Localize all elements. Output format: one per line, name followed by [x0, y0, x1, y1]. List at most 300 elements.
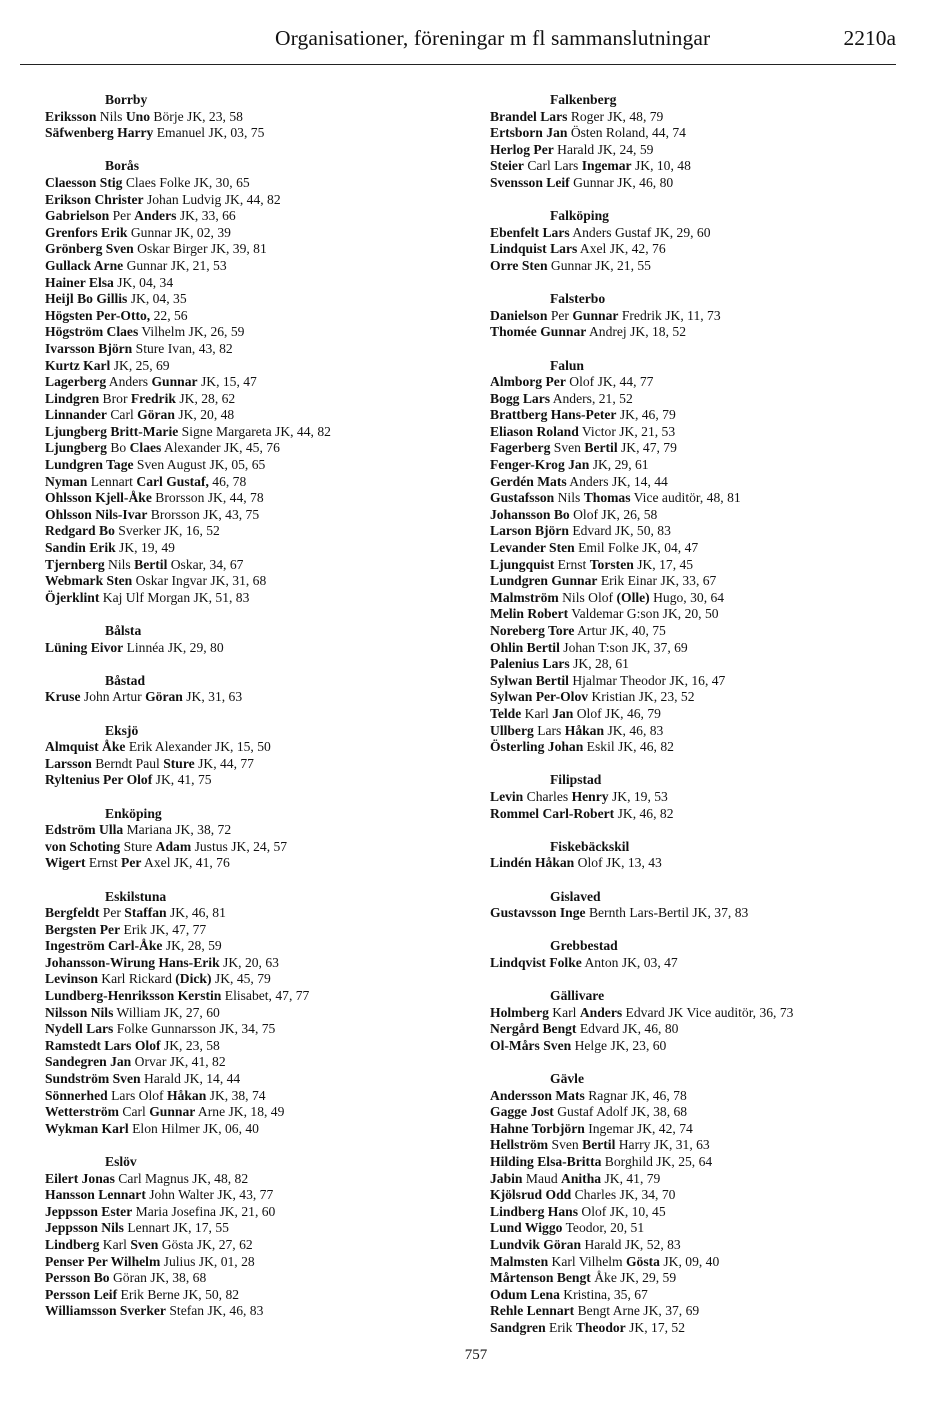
entry-bold-part: Lindqvist Folke — [490, 954, 582, 970]
entry-regular-part: Teodor, 20, 51 — [562, 1220, 645, 1236]
entry-regular-part: Sture — [120, 838, 156, 854]
entry-regular-part: Karl Vilhelm — [548, 1253, 626, 1269]
entry-bold-part: Almquist Åke — [45, 739, 126, 755]
entry-regular-part: Eskil JK, 46, 82 — [583, 739, 674, 755]
entry-regular-part: Elisabet, 47, 77 — [221, 988, 310, 1004]
entry-bold-part: Andersson Mats — [490, 1087, 585, 1103]
entry-bold-part: Sandin Erik — [45, 540, 116, 556]
entry-bold-part: Hellström — [490, 1137, 549, 1153]
entry-regular-part: JK, 19, 53 — [608, 788, 668, 804]
entry-regular-part: Harald JK, 52, 83 — [581, 1236, 681, 1252]
member-entry — [490, 374, 930, 391]
entry-bold-part: Anders — [134, 208, 177, 224]
member-entry — [490, 523, 930, 540]
entry-bold-part: Theodor — [575, 1319, 626, 1335]
entry-regular-part: Lennart — [87, 473, 137, 489]
entry-bold-part: Jeppsson Ester — [45, 1203, 133, 1219]
entry-regular-part: Per — [109, 208, 135, 224]
entry-bold-part: Nyman — [45, 473, 88, 489]
entry-bold-part: Henry — [571, 788, 609, 804]
entry-regular-part: Folke Gunnarsson JK, 34, 75 — [113, 1021, 276, 1037]
place-heading: Falun — [550, 357, 584, 373]
entry-regular-part: Gunnar JK, 46, 80 — [569, 174, 674, 190]
entry-regular-part: JK, 31, 63 — [182, 689, 243, 705]
entry-regular-part: Stefan JK, 46, 83 — [165, 1303, 264, 1319]
entry-regular-part: JK, 23, 58 — [160, 1037, 220, 1053]
entry-bold-part: Fagerberg — [490, 440, 551, 456]
entry-regular-part: Berndt Paul — [91, 755, 164, 771]
member-entry — [45, 1121, 445, 1138]
entry-bold-part: Grenfors Erik — [45, 224, 128, 240]
entry-bold-part: Sandgren — [490, 1319, 546, 1335]
entry-regular-part: Karl Rickard — [97, 971, 176, 987]
entry-bold-part: Nilsson Nils — [45, 1004, 114, 1020]
member-entry — [490, 158, 930, 175]
entry-bold-part: Lindberg Hans — [490, 1203, 579, 1219]
entry-bold-part: (Olle) — [616, 589, 650, 605]
entry-bold-part: Sundström Sven — [45, 1071, 141, 1087]
page-title: Organisationer, föreningar m fl sammanslutningar — [275, 26, 711, 50]
entry-bold-part: Sylwan Per-Olov — [490, 689, 589, 705]
member-entry — [45, 1204, 445, 1221]
section-gap — [490, 275, 930, 292]
entry-regular-part: JK, 10, 48 — [631, 158, 691, 174]
section-gap — [45, 789, 445, 806]
entry-regular-part: Olof JK, 26, 58 — [569, 506, 658, 522]
entry-regular-part: Göran JK, 38, 68 — [109, 1270, 207, 1286]
member-entry — [490, 1088, 930, 1105]
entry-regular-part: Axel JK, 41, 76 — [141, 855, 230, 871]
entry-regular-part: JK, 17, 45 — [633, 556, 694, 572]
entry-bold-part: Lundberg-Henriksson Kerstin — [45, 988, 222, 1004]
entry-regular-part: Claes Folke JK, 30, 65 — [122, 174, 250, 190]
entry-regular-part: JK, 41, 75 — [152, 772, 212, 788]
entry-bold-part: Staffan — [124, 905, 167, 921]
place-heading: Falsterbo — [550, 291, 606, 307]
entry-regular-part: Julius JK, 01, 28 — [160, 1253, 255, 1269]
entry-bold-part: Gunnar — [572, 307, 619, 323]
entry-regular-part: Olof JK, 44, 77 — [565, 374, 654, 390]
member-entry — [45, 1270, 445, 1287]
entry-bold-part: Öjerklint — [45, 589, 100, 605]
member-entry — [490, 689, 930, 706]
entry-regular-part: JK, 28, 59 — [162, 938, 222, 954]
entry-regular-part: Karl — [548, 1004, 580, 1020]
entry-bold-part: Lüning Eivor — [45, 639, 124, 655]
member-entry — [490, 490, 930, 507]
entry-bold-part: Linnander — [45, 407, 107, 423]
entry-bold-part: Bogg Lars — [490, 390, 551, 406]
entry-regular-part: JK, 17, 52 — [625, 1319, 686, 1335]
entry-regular-part: Karl — [521, 705, 553, 721]
entry-regular-part: Ernst — [554, 556, 590, 572]
entry-bold-part: Penser Per Wilhelm — [45, 1253, 161, 1269]
member-entry — [490, 623, 930, 640]
entry-regular-part: Östen Roland, 44, 74 — [567, 125, 686, 141]
member-entry — [490, 1270, 930, 1287]
member-entry — [45, 1187, 445, 1204]
entry-regular-part: Vice auditör, 48, 81 — [630, 490, 741, 506]
entry-bold-part: Adam — [155, 838, 192, 854]
place-heading: Borås — [105, 158, 139, 174]
entry-bold-part: Hansson Lennart — [45, 1187, 146, 1203]
member-entry — [490, 474, 930, 491]
entry-bold-part: Melin Robert — [490, 606, 569, 622]
section-gap — [490, 971, 930, 988]
entry-bold-part: Sandegren Jan — [45, 1054, 132, 1070]
left-column — [45, 92, 445, 1320]
entry-regular-part: Signe Margareta JK, 44, 82 — [178, 423, 331, 439]
entry-regular-part: Linnéa JK, 29, 80 — [123, 639, 224, 655]
entry-bold-part: Sylwan Bertil — [490, 672, 569, 688]
entry-regular-part: Kristian JK, 23, 52 — [588, 689, 695, 705]
entry-regular-part: Åke JK, 29, 59 — [590, 1270, 677, 1286]
entry-bold-part: Williamsson Sverker — [45, 1303, 166, 1319]
entry-bold-part: Ullberg — [490, 722, 534, 738]
entry-bold-part: Jeppsson Nils — [45, 1220, 124, 1236]
entry-bold-part: Brattberg Hans-Peter — [490, 407, 617, 423]
member-entry — [490, 1005, 930, 1022]
entry-regular-part: JK, 25, 69 — [110, 357, 170, 373]
member-entry — [45, 258, 445, 275]
entry-bold-part: Ol-Mårs Sven — [490, 1037, 572, 1053]
member-entry — [490, 789, 930, 806]
entry-regular-part: Emanuel JK, 03, 75 — [153, 125, 265, 141]
entry-regular-part: Kristina, 35, 67 — [559, 1286, 648, 1302]
entry-bold-part: Malmström — [490, 589, 559, 605]
entry-regular-part: Justus JK, 24, 57 — [191, 838, 288, 854]
entry-regular-part: Carl — [118, 1104, 150, 1120]
entry-regular-part: Hugo, 30, 64 — [649, 589, 725, 605]
entry-regular-part: Per — [99, 905, 125, 921]
entry-bold-part: Carl Gustaf, — [136, 473, 209, 489]
entry-regular-part: JK, 28, 62 — [175, 390, 236, 406]
entry-regular-part: Olof JK, 10, 45 — [578, 1203, 666, 1219]
member-entry — [490, 1220, 930, 1237]
entry-bold-part: Persson Bo — [45, 1270, 110, 1286]
entry-bold-part: Fredrik — [130, 390, 176, 406]
section-gap — [490, 922, 930, 939]
entry-regular-part: Erik Berne JK, 50, 82 — [117, 1286, 240, 1302]
entry-bold-part: Österling Johan — [490, 739, 584, 755]
member-entry — [45, 440, 445, 457]
section-gap — [490, 822, 930, 839]
entry-regular-part: Ernst — [85, 855, 122, 871]
member-entry — [490, 1104, 930, 1121]
entry-regular-part: JK, 28, 61 — [569, 656, 629, 672]
entry-bold-part: Hilding Elsa-Britta — [490, 1154, 602, 1169]
member-entry — [45, 922, 445, 939]
entry-regular-part: Gustaf Adolf JK, 38, 68 — [553, 1104, 688, 1120]
member-entry — [45, 756, 445, 773]
member-entry — [490, 673, 930, 690]
entry-bold-part: Levin — [490, 788, 524, 804]
entry-bold-part: Ertsborn Jan — [490, 125, 568, 141]
member-entry — [45, 109, 445, 126]
entry-regular-part: Kaj Ulf Morgan JK, 51, 83 — [99, 589, 250, 605]
member-entry — [490, 1121, 930, 1138]
place-heading: Grebbestad — [550, 938, 618, 954]
member-entry — [45, 855, 445, 872]
entry-regular-part: Sven — [548, 1137, 583, 1153]
member-entry — [45, 1038, 445, 1055]
entry-regular-part: Johan Ludvig JK, 44, 82 — [143, 191, 281, 207]
member-entry — [490, 507, 930, 524]
entry-bold-part: Kruse — [45, 689, 81, 705]
member-entry — [490, 241, 930, 258]
entry-regular-part: Edvard JK, 46, 80 — [576, 1021, 679, 1037]
member-entry — [490, 109, 930, 126]
member-entry — [45, 540, 445, 557]
entry-regular-part: Maud — [522, 1170, 562, 1186]
entry-bold-part: Fenger-Krog Jan — [490, 457, 590, 473]
entry-regular-part: Brorsson JK, 44, 78 — [151, 490, 264, 506]
entry-regular-part: Bernth Lars-Bertil JK, 37, 83 — [585, 905, 749, 921]
member-entry — [45, 1237, 445, 1254]
member-entry — [45, 507, 445, 524]
member-entry — [45, 839, 445, 856]
entry-bold-part: Orre Sten — [490, 257, 548, 273]
entry-regular-part: 46, 78 — [208, 473, 247, 489]
entry-regular-part: Orvar JK, 41, 82 — [131, 1054, 226, 1070]
entry-regular-part: Artur JK, 40, 75 — [574, 623, 666, 638]
section-gap — [45, 606, 445, 623]
member-entry — [45, 275, 445, 292]
member-entry — [45, 125, 445, 142]
entry-bold-part: Herlog Per — [490, 141, 554, 157]
member-entry — [490, 1237, 930, 1254]
entry-regular-part: Sven — [550, 440, 585, 456]
member-entry — [45, 689, 445, 706]
member-entry — [45, 640, 445, 657]
entry-bold-part: Ohlsson Nils-Ivar — [45, 506, 148, 522]
entry-regular-part: Olof JK, 13, 43 — [574, 855, 662, 871]
entry-regular-part: Sven August JK, 05, 65 — [133, 457, 266, 473]
section-gap — [45, 656, 445, 673]
entry-bold-part: Säfwenberg Harry — [45, 125, 154, 141]
entry-bold-part: Erikson Christer — [45, 191, 144, 207]
entry-regular-part: Bo — [106, 440, 130, 456]
entry-regular-part: JK, 46, 79 — [616, 407, 676, 423]
member-entry — [490, 225, 930, 242]
entry-regular-part: Börje JK, 23, 58 — [150, 108, 243, 124]
entry-regular-part: Gunnar JK, 02, 39 — [127, 224, 231, 240]
entry-bold-part: Thomas — [583, 490, 631, 506]
entry-bold-part: Rommel Carl-Robert — [490, 805, 615, 821]
member-entry — [45, 988, 445, 1005]
entry-bold-part: Levander Sten — [490, 540, 575, 556]
entry-regular-part: Harry JK, 31, 63 — [615, 1137, 710, 1153]
member-entry — [45, 573, 445, 590]
place-heading: Filipstad — [550, 772, 602, 788]
entry-bold-part: Rehle Lennart — [490, 1303, 575, 1319]
entry-bold-part: Edström Ulla — [45, 822, 124, 838]
member-entry — [45, 971, 445, 988]
member-entry — [490, 324, 930, 341]
entry-bold-part: Gerdén Mats — [490, 473, 567, 489]
entry-bold-part: Malmsten — [490, 1253, 549, 1269]
member-entry — [490, 573, 930, 590]
entry-regular-part: Erik Alexander JK, 15, 50 — [125, 739, 271, 755]
entry-bold-part: Ohlin Bertil — [490, 639, 560, 655]
entry-bold-part: Bergsten Per — [45, 921, 121, 937]
entry-regular-part: JK, 45, 79 — [211, 971, 271, 987]
entry-regular-part: Harald JK, 14, 44 — [140, 1071, 241, 1087]
place-heading: Bålsta — [105, 623, 142, 638]
member-entry — [45, 341, 445, 358]
member-entry — [45, 308, 445, 325]
entry-regular-part: Carl Lars — [523, 158, 582, 174]
entry-regular-part: Lars — [533, 722, 565, 738]
entry-regular-part: Olof JK, 46, 79 — [573, 705, 661, 721]
entry-regular-part: JK, 04, 35 — [127, 291, 187, 307]
member-entry — [490, 1303, 930, 1320]
member-entry — [45, 1104, 445, 1121]
entry-bold-part: Jan — [552, 705, 574, 721]
entry-regular-part: Nils Olof — [558, 589, 617, 605]
page-code: 2210a — [843, 26, 896, 50]
entry-regular-part: Ingemar JK, 42, 74 — [584, 1120, 693, 1136]
section-gap — [490, 872, 930, 889]
member-entry — [490, 590, 930, 607]
entry-bold-part: Lindgren — [45, 390, 100, 406]
entry-regular-part: Anders, 21, 52 — [550, 390, 633, 406]
entry-bold-part: Larsson — [45, 755, 92, 771]
entry-bold-part: Håkan — [564, 722, 605, 738]
member-entry — [45, 1054, 445, 1071]
member-entry — [490, 1171, 930, 1188]
entry-bold-part: Mårtenson Bengt — [490, 1270, 591, 1286]
entry-regular-part: JK, 47, 79 — [617, 440, 677, 456]
place-heading: Falkenberg — [550, 92, 617, 107]
entry-regular-part: Erik JK, 47, 77 — [120, 921, 207, 937]
member-entry — [45, 358, 445, 375]
entry-regular-part: JK, 20, 63 — [219, 954, 279, 970]
member-entry — [490, 955, 930, 972]
entry-regular-part: Fredrik JK, 11, 73 — [618, 307, 721, 323]
entry-bold-part: Gullack Arne — [45, 257, 124, 273]
place-heading: Enköping — [105, 805, 162, 821]
member-entry — [490, 142, 930, 159]
entry-regular-part: Erik — [545, 1319, 576, 1335]
entry-bold-part: Telde — [490, 705, 522, 721]
member-entry — [490, 125, 930, 142]
entry-regular-part: Nils — [96, 108, 126, 124]
entry-regular-part: Edvard JK Vice auditör, 36, 73 — [622, 1004, 794, 1020]
entry-regular-part: Bengt Arne JK, 37, 69 — [574, 1303, 700, 1319]
entry-bold-part: Lund Wiggo — [490, 1220, 563, 1236]
entry-bold-part: Bertil — [584, 440, 618, 456]
entry-bold-part: Nergård Bengt — [490, 1021, 577, 1037]
entry-bold-part: Odum Lena — [490, 1286, 560, 1302]
entry-bold-part: Göran — [145, 689, 183, 705]
entry-bold-part: Lindén Håkan — [490, 855, 575, 871]
member-entry — [490, 1320, 930, 1337]
entry-bold-part: Sönnerhed — [45, 1087, 108, 1103]
entry-bold-part: Svensson Leif — [490, 174, 570, 190]
place-heading: Fiskebäckskil — [550, 838, 630, 854]
entry-bold-part: Gunnar — [149, 1104, 196, 1120]
entry-regular-part: Lars Olof — [107, 1087, 167, 1103]
member-entry — [45, 1005, 445, 1022]
member-entry — [45, 590, 445, 607]
entry-regular-part: Ragnar JK, 46, 78 — [584, 1087, 687, 1103]
member-entry — [45, 1220, 445, 1237]
member-entry — [490, 1021, 930, 1038]
entry-bold-part: Kurtz Karl — [45, 357, 111, 373]
entry-bold-part: Ljungberg — [45, 440, 107, 456]
member-entry — [490, 407, 930, 424]
member-entry — [490, 1137, 930, 1154]
entry-bold-part: Wigert — [45, 855, 86, 871]
member-entry — [490, 391, 930, 408]
member-entry — [490, 457, 930, 474]
member-entry — [490, 1187, 930, 1204]
entry-bold-part: Johansson Bo — [490, 506, 570, 522]
entry-bold-part: Holmberg — [490, 1004, 549, 1020]
member-entry — [45, 407, 445, 424]
member-entry — [490, 806, 930, 823]
entry-bold-part: von Schoting — [45, 838, 121, 854]
entry-bold-part: Gunnar — [151, 374, 198, 390]
entry-regular-part: Johan T:son JK, 37, 69 — [559, 639, 688, 655]
entry-regular-part: Per — [547, 307, 573, 323]
entry-bold-part: Ryltenius Per Olof — [45, 772, 153, 788]
entry-regular-part: Maria Josefina JK, 21, 60 — [132, 1203, 276, 1219]
member-entry — [490, 557, 930, 574]
entry-regular-part: JK, 33, 66 — [176, 208, 236, 224]
entry-bold-part: Bertil — [582, 1137, 616, 1153]
entry-bold-part: Ljungberg Britt-Marie — [45, 423, 179, 439]
entry-bold-part: Lundvik Göran — [490, 1236, 582, 1252]
member-entry — [490, 424, 930, 441]
member-entry — [45, 424, 445, 441]
entry-regular-part: JK, 20, 48 — [174, 407, 235, 423]
entry-regular-part: Erik Einar JK, 33, 67 — [597, 573, 717, 589]
entry-bold-part: Torsten — [589, 556, 634, 572]
section-gap — [45, 872, 445, 889]
entry-regular-part: Anton JK, 03, 47 — [581, 954, 678, 970]
entry-bold-part: Bergfeldt — [45, 905, 100, 921]
entry-bold-part: Ljungquist — [490, 556, 555, 572]
member-entry — [45, 457, 445, 474]
section-gap — [490, 756, 930, 773]
entry-regular-part: John Walter JK, 43, 77 — [145, 1187, 274, 1203]
entry-bold-part: Brandel Lars — [490, 108, 568, 124]
member-entry — [490, 175, 930, 192]
member-entry — [490, 855, 930, 872]
entry-regular-part: Edvard JK, 50, 83 — [568, 523, 671, 539]
member-entry — [45, 739, 445, 756]
section-gap — [490, 341, 930, 358]
place-heading: Eslöv — [105, 1154, 137, 1169]
entry-bold-part: Eriksson — [45, 108, 97, 124]
entry-regular-part: Elon Hilmer JK, 06, 40 — [128, 1120, 259, 1136]
entry-bold-part: Gagge Jost — [490, 1104, 554, 1120]
place-heading: Borrby — [105, 92, 148, 107]
member-entry — [45, 175, 445, 192]
member-entry — [45, 374, 445, 391]
entry-bold-part: Sven — [130, 1236, 159, 1252]
entry-bold-part: Ohlsson Kjell-Åke — [45, 490, 152, 506]
entry-bold-part: Bertil — [134, 556, 168, 572]
section-gap — [490, 192, 930, 209]
entry-bold-part: Anitha — [561, 1170, 602, 1186]
entry-regular-part: Bror — [99, 390, 131, 406]
member-entry — [490, 440, 930, 457]
section-gap — [45, 1137, 445, 1154]
member-entry — [490, 640, 930, 657]
